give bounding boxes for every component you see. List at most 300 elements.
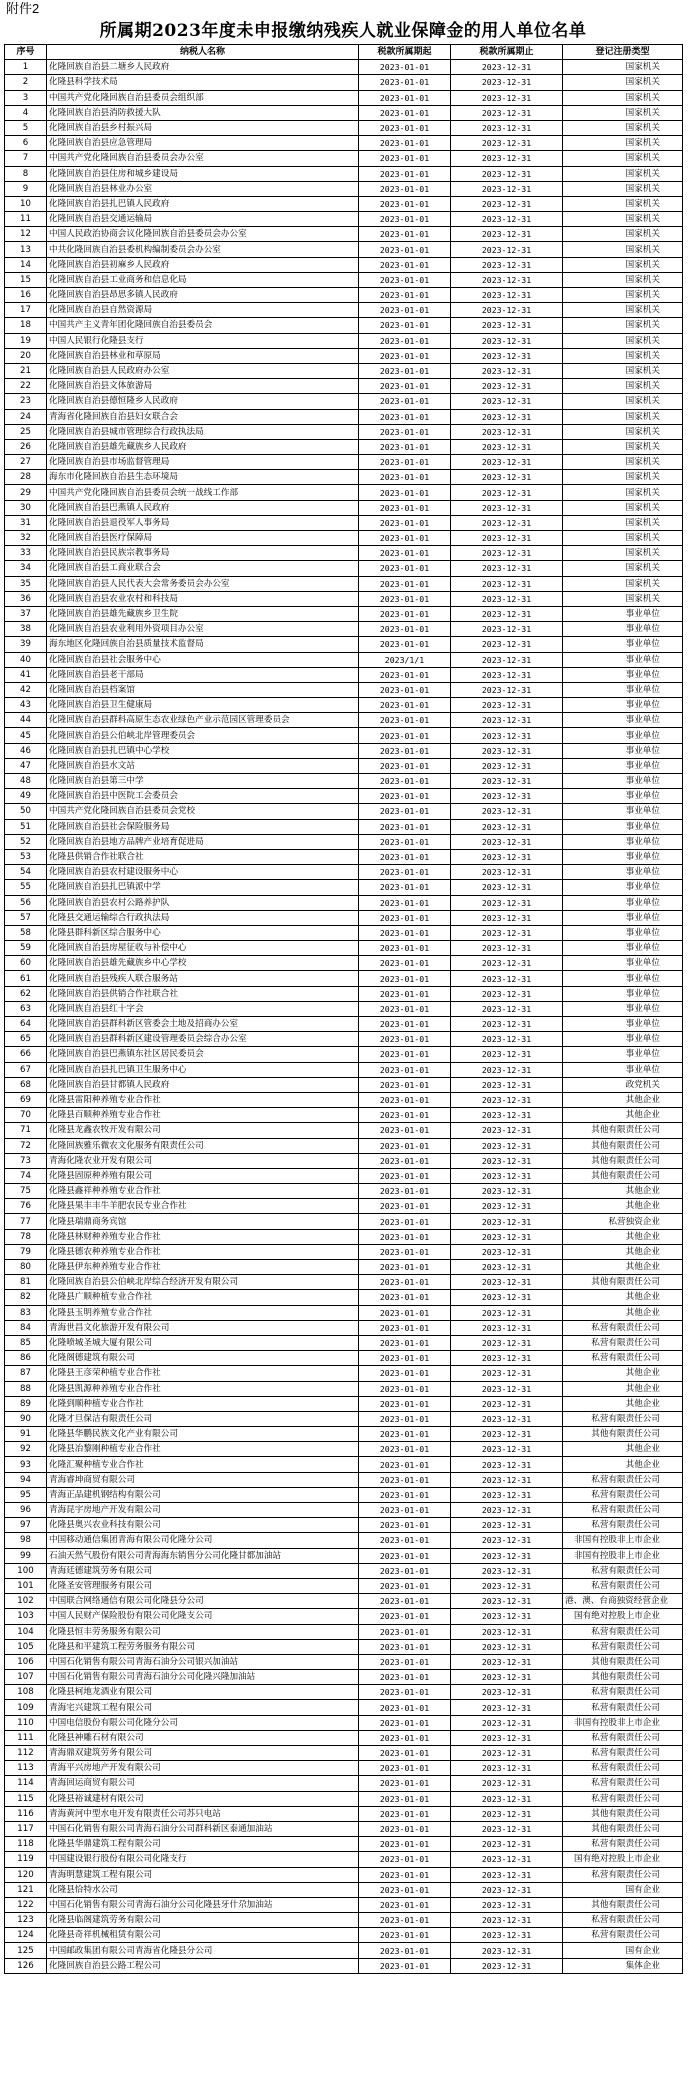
table-row	[5, 515, 683, 530]
table-row	[5, 1639, 683, 1654]
cell-serial: 116	[5, 1806, 47, 1821]
cell-period-start: 2023-01-01	[359, 1518, 451, 1533]
cell-period-start: 2023-01-01	[359, 1594, 451, 1609]
cell-serial: 57	[5, 910, 47, 925]
table-row	[5, 622, 683, 637]
cell-serial: 27	[5, 455, 47, 470]
cell-serial: 24	[5, 409, 47, 424]
table-row	[5, 288, 683, 303]
cell-taxpayer-name: 化隆圣安管理服务有限公司	[47, 1578, 359, 1593]
cell-period-start: 2023-01-01	[359, 196, 451, 211]
cell-serial: 96	[5, 1503, 47, 1518]
cell-period-end: 2023-12-31	[451, 470, 563, 485]
cell-serial: 67	[5, 1062, 47, 1077]
cell-serial: 60	[5, 956, 47, 971]
cell-period-start: 2023-01-01	[359, 1503, 451, 1518]
table-row	[5, 1305, 683, 1320]
cell-period-start: 2023-01-01	[359, 1548, 451, 1563]
cell-taxpayer-name: 中国建设银行股份有限公司化隆支行	[47, 1852, 359, 1867]
cell-serial: 1	[5, 60, 47, 75]
cell-period-end: 2023-12-31	[451, 1062, 563, 1077]
cell-registration-type: 事业单位	[563, 758, 683, 773]
cell-period-end: 2023-12-31	[451, 1548, 563, 1563]
cell-period-end: 2023-12-31	[451, 1518, 563, 1533]
cell-period-end: 2023-12-31	[451, 1943, 563, 1958]
unit-list-table	[4, 44, 683, 1974]
cell-serial: 2	[5, 75, 47, 90]
cell-registration-type: 国家机关	[563, 485, 683, 500]
table-row	[5, 1897, 683, 1912]
cell-taxpayer-name: 化隆县百顺种养殖专业合作社	[47, 1108, 359, 1123]
cell-period-start: 2023-01-01	[359, 698, 451, 713]
cell-registration-type: 私营有限责任公司	[563, 1335, 683, 1350]
cell-period-start: 2023-01-01	[359, 1320, 451, 1335]
cell-serial: 102	[5, 1594, 47, 1609]
table-row	[5, 151, 683, 166]
cell-taxpayer-name: 化隆县鑫祥种养殖专业合作社	[47, 1184, 359, 1199]
table-row	[5, 1518, 683, 1533]
cell-registration-type: 国家机关	[563, 90, 683, 105]
cell-period-start: 2023-01-01	[359, 1867, 451, 1882]
cell-taxpayer-name: 化隆回族自治县林业办公室	[47, 181, 359, 196]
cell-period-start: 2023-01-01	[359, 667, 451, 682]
cell-registration-type: 其他有限责任公司	[563, 1427, 683, 1442]
cell-period-end: 2023-12-31	[451, 910, 563, 925]
cell-serial: 8	[5, 166, 47, 181]
cell-registration-type: 国家机关	[563, 196, 683, 211]
cell-period-start: 2023-01-01	[359, 774, 451, 789]
cell-period-start: 2023-01-01	[359, 1001, 451, 1016]
cell-taxpayer-name: 化隆回族自治县巴燕镇人民政府	[47, 500, 359, 515]
cell-serial: 38	[5, 622, 47, 637]
cell-taxpayer-name: 化隆县广顺种植专业合作社	[47, 1290, 359, 1305]
cell-taxpayer-name: 中国邮政集团有限公司青海省化隆县分公司	[47, 1943, 359, 1958]
cell-registration-type: 事业单位	[563, 925, 683, 940]
table-row	[5, 333, 683, 348]
cell-registration-type: 事业单位	[563, 804, 683, 819]
cell-registration-type: 其他有限责任公司	[563, 1821, 683, 1836]
cell-taxpayer-name: 中国人民财产保险股份有限公司化隆支公司	[47, 1609, 359, 1624]
cell-registration-type: 国家机关	[563, 409, 683, 424]
cell-taxpayer-name: 中国共产党化隆回族自治县委员会党校	[47, 804, 359, 819]
cell-period-end: 2023-12-31	[451, 667, 563, 682]
table-row	[5, 424, 683, 439]
cell-registration-type: 国家机关	[563, 333, 683, 348]
cell-period-start: 2023-01-01	[359, 925, 451, 940]
cell-period-end: 2023-12-31	[451, 1730, 563, 1745]
cell-period-end: 2023-12-31	[451, 166, 563, 181]
cell-period-start: 2023-01-01	[359, 895, 451, 910]
table-row	[5, 941, 683, 956]
cell-taxpayer-name: 化隆回族自治县医疗保障局	[47, 531, 359, 546]
cell-period-end: 2023-12-31	[451, 986, 563, 1001]
cell-period-end: 2023-12-31	[451, 1913, 563, 1928]
cell-registration-type: 私营有限责任公司	[563, 1624, 683, 1639]
table-row	[5, 439, 683, 454]
cell-period-start: 2023-01-01	[359, 1168, 451, 1183]
table-row	[5, 1260, 683, 1275]
cell-period-start: 2023-01-01	[359, 1791, 451, 1806]
cell-period-end: 2023-12-31	[451, 652, 563, 667]
cell-taxpayer-name: 化隆回族自治县扎巴镇派中学	[47, 880, 359, 895]
table-row	[5, 1867, 683, 1882]
table-row	[5, 363, 683, 378]
cell-period-start: 2023-01-01	[359, 1184, 451, 1199]
cell-serial: 113	[5, 1761, 47, 1776]
cell-registration-type: 事业单位	[563, 819, 683, 834]
cell-period-start: 2023-01-01	[359, 90, 451, 105]
table-row	[5, 227, 683, 242]
table-row	[5, 394, 683, 409]
cell-taxpayer-name: 化隆回族自治县文体旅游局	[47, 379, 359, 394]
cell-taxpayer-name: 化隆县固原种养殖有限公司	[47, 1168, 359, 1183]
cell-registration-type: 私营有限责任公司	[563, 1351, 683, 1366]
cell-taxpayer-name: 化隆县华鼎建筑工程有限公司	[47, 1837, 359, 1852]
cell-serial: 125	[5, 1943, 47, 1958]
cell-registration-type: 国家机关	[563, 394, 683, 409]
cell-period-start: 2023-01-01	[359, 819, 451, 834]
cell-period-end: 2023-12-31	[451, 1897, 563, 1912]
cell-period-start: 2023-01-01	[359, 288, 451, 303]
cell-serial: 74	[5, 1168, 47, 1183]
cell-registration-type: 私营有限责任公司	[563, 1472, 683, 1487]
cell-serial: 47	[5, 758, 47, 773]
table-row	[5, 880, 683, 895]
cell-serial: 33	[5, 546, 47, 561]
table-row	[5, 834, 683, 849]
table-row	[5, 1138, 683, 1153]
table-row	[5, 1837, 683, 1852]
table-row	[5, 455, 683, 470]
cell-registration-type: 其他企业	[563, 1442, 683, 1457]
cell-taxpayer-name: 化隆县王彦荣种植专业合作社	[47, 1366, 359, 1381]
table-row	[5, 1427, 683, 1442]
table-row	[5, 1032, 683, 1047]
cell-period-end: 2023-12-31	[451, 1670, 563, 1685]
table-row	[5, 1578, 683, 1593]
cell-period-start: 2023-01-01	[359, 728, 451, 743]
cell-period-start: 2023-01-01	[359, 804, 451, 819]
cell-registration-type: 其他企业	[563, 1244, 683, 1259]
cell-serial: 89	[5, 1396, 47, 1411]
cell-taxpayer-name: 化隆回族自治县城市管理综合行政执法局	[47, 424, 359, 439]
table-row	[5, 637, 683, 652]
cell-taxpayer-name: 化隆县玉明养殖专业合作社	[47, 1305, 359, 1320]
cell-taxpayer-name: 化隆县奇祥机械租赁有限公司	[47, 1928, 359, 1943]
cell-registration-type: 其他企业	[563, 1184, 683, 1199]
cell-taxpayer-name: 化隆回族自治县乡村振兴局	[47, 120, 359, 135]
table-row	[5, 1153, 683, 1168]
column-header-registration-type: 登记注册类型	[563, 45, 683, 60]
cell-period-start: 2023-01-01	[359, 439, 451, 454]
cell-period-end: 2023-12-31	[451, 698, 563, 713]
cell-taxpayer-name: 中国共产党化隆回族自治县委员会组织部	[47, 90, 359, 105]
cell-period-start: 2023-01-01	[359, 272, 451, 287]
cell-period-start: 2023-01-01	[359, 181, 451, 196]
cell-serial: 86	[5, 1351, 47, 1366]
cell-registration-type: 国家机关	[563, 60, 683, 75]
cell-period-start: 2023-01-01	[359, 1214, 451, 1229]
cell-taxpayer-name: 化隆回族自治县交通运输局	[47, 212, 359, 227]
cell-taxpayer-name: 化隆县恰特水公司	[47, 1882, 359, 1897]
cell-period-end: 2023-12-31	[451, 849, 563, 864]
cell-registration-type: 国家机关	[563, 424, 683, 439]
cell-taxpayer-name: 化隆县果丰丰牛羊肥农民专业合作社	[47, 1199, 359, 1214]
cell-serial: 90	[5, 1411, 47, 1426]
cell-period-start: 2023-01-01	[359, 1229, 451, 1244]
cell-registration-type: 其他企业	[563, 1366, 683, 1381]
cell-taxpayer-name: 化隆县冶黎刚种植专业合作社	[47, 1442, 359, 1457]
table-row	[5, 1761, 683, 1776]
cell-period-start: 2023-01-01	[359, 1335, 451, 1350]
cell-taxpayer-name: 化隆县瑞鼎商务宾馆	[47, 1214, 359, 1229]
cell-taxpayer-name: 化隆回族自治县人民代表大会常务委员会办公室	[47, 576, 359, 591]
cell-period-end: 2023-12-31	[451, 500, 563, 515]
table-row	[5, 743, 683, 758]
cell-serial: 79	[5, 1244, 47, 1259]
table-row	[5, 242, 683, 257]
cell-serial: 13	[5, 242, 47, 257]
table-row	[5, 105, 683, 120]
cell-registration-type: 国家机关	[563, 151, 683, 166]
cell-registration-type: 事业单位	[563, 880, 683, 895]
cell-registration-type: 私营有限责任公司	[563, 1518, 683, 1533]
cell-period-start: 2023-01-01	[359, 151, 451, 166]
cell-registration-type: 私营有限责任公司	[563, 1761, 683, 1776]
cell-taxpayer-name: 化隆回族自治县红十字会	[47, 1001, 359, 1016]
cell-serial: 23	[5, 394, 47, 409]
cell-registration-type: 私营有限责任公司	[563, 1487, 683, 1502]
cell-period-start: 2023-01-01	[359, 1427, 451, 1442]
cell-serial: 37	[5, 606, 47, 621]
cell-period-end: 2023-12-31	[451, 1275, 563, 1290]
cell-serial: 54	[5, 865, 47, 880]
table-row	[5, 272, 683, 287]
cell-registration-type: 非国有控股非上市企业	[563, 1548, 683, 1563]
cell-registration-type: 事业单位	[563, 622, 683, 637]
table-row	[5, 1928, 683, 1943]
cell-registration-type: 国家机关	[563, 546, 683, 561]
table-row	[5, 682, 683, 697]
table-row	[5, 136, 683, 151]
cell-registration-type: 国家机关	[563, 227, 683, 242]
cell-period-end: 2023-12-31	[451, 880, 563, 895]
table-row	[5, 1882, 683, 1897]
cell-period-start: 2023-01-01	[359, 1943, 451, 1958]
cell-serial: 123	[5, 1913, 47, 1928]
cell-taxpayer-name: 青海昆宇房地产开发有限公司	[47, 1503, 359, 1518]
cell-registration-type: 私营有限责任公司	[563, 1320, 683, 1335]
cell-serial: 117	[5, 1821, 47, 1836]
cell-taxpayer-name: 中共化隆回族自治县委机构编制委员会办公室	[47, 242, 359, 257]
cell-registration-type: 国家机关	[563, 181, 683, 196]
cell-period-start: 2023-01-01	[359, 789, 451, 804]
table-row	[5, 1791, 683, 1806]
table-row	[5, 1563, 683, 1578]
cell-serial: 56	[5, 895, 47, 910]
table-row	[5, 895, 683, 910]
table-row	[5, 1275, 683, 1290]
cell-period-end: 2023-12-31	[451, 1821, 563, 1836]
table-row	[5, 196, 683, 211]
cell-registration-type: 私营有限责任公司	[563, 1746, 683, 1761]
cell-period-start: 2023-01-01	[359, 1032, 451, 1047]
cell-taxpayer-name: 中国人民政治协商会议化隆回族自治县委员会办公室	[47, 227, 359, 242]
cell-period-end: 2023-12-31	[451, 136, 563, 151]
cell-period-start: 2023-01-01	[359, 348, 451, 363]
cell-serial: 92	[5, 1442, 47, 1457]
cell-serial: 97	[5, 1518, 47, 1533]
cell-serial: 14	[5, 257, 47, 272]
table-row	[5, 531, 683, 546]
cell-period-end: 2023-12-31	[451, 1320, 563, 1335]
cell-registration-type: 事业单位	[563, 667, 683, 682]
cell-registration-type: 事业单位	[563, 849, 683, 864]
cell-registration-type: 国有企业	[563, 1882, 683, 1897]
cell-registration-type: 事业单位	[563, 728, 683, 743]
cell-period-start: 2023-01-01	[359, 136, 451, 151]
cell-period-start: 2023-01-01	[359, 910, 451, 925]
cell-period-start: 2023-01-01	[359, 105, 451, 120]
cell-taxpayer-name: 化隆县柯地龙酒业有限公司	[47, 1685, 359, 1700]
cell-period-start: 2023-01-01	[359, 1897, 451, 1912]
cell-period-end: 2023-12-31	[451, 531, 563, 546]
table-row	[5, 1654, 683, 1669]
cell-registration-type: 其他有限责任公司	[563, 1275, 683, 1290]
table-row	[5, 318, 683, 333]
cell-taxpayer-name: 化隆回族自治县公路工程公司	[47, 1958, 359, 1973]
cell-taxpayer-name: 中国石化销售有限公司青海石油分公司化隆县牙什尕加油站	[47, 1897, 359, 1912]
table-row	[5, 1381, 683, 1396]
cell-period-start: 2023-01-01	[359, 1138, 451, 1153]
cell-registration-type: 国家机关	[563, 348, 683, 363]
cell-period-start: 2023-01-01	[359, 1305, 451, 1320]
cell-registration-type: 私营有限责任公司	[563, 1411, 683, 1426]
cell-period-end: 2023-12-31	[451, 1578, 563, 1593]
cell-period-end: 2023-12-31	[451, 151, 563, 166]
cell-period-start: 2023-01-01	[359, 986, 451, 1001]
cell-serial: 72	[5, 1138, 47, 1153]
cell-registration-type: 私营有限责任公司	[563, 1791, 683, 1806]
cell-serial: 26	[5, 439, 47, 454]
cell-taxpayer-name: 化隆回族自治县德恒隆乡人民政府	[47, 394, 359, 409]
cell-period-end: 2023-12-31	[451, 925, 563, 940]
cell-registration-type: 其他有限责任公司	[563, 1806, 683, 1821]
cell-serial: 82	[5, 1290, 47, 1305]
cell-period-end: 2023-12-31	[451, 1184, 563, 1199]
cell-serial: 12	[5, 227, 47, 242]
cell-serial: 122	[5, 1897, 47, 1912]
cell-registration-type: 私营有限责任公司	[563, 1913, 683, 1928]
cell-period-end: 2023-12-31	[451, 637, 563, 652]
cell-period-end: 2023-12-31	[451, 546, 563, 561]
cell-serial: 93	[5, 1457, 47, 1472]
cell-serial: 71	[5, 1123, 47, 1138]
cell-registration-type: 事业单位	[563, 865, 683, 880]
cell-serial: 95	[5, 1487, 47, 1502]
cell-period-end: 2023-12-31	[451, 774, 563, 789]
cell-serial: 78	[5, 1229, 47, 1244]
cell-registration-type: 国家机关	[563, 212, 683, 227]
cell-serial: 4	[5, 105, 47, 120]
cell-period-start: 2023/1/1	[359, 652, 451, 667]
cell-registration-type: 国有绝对控股上市企业	[563, 1852, 683, 1867]
cell-period-start: 2023-01-01	[359, 1821, 451, 1836]
cell-period-start: 2023-01-01	[359, 212, 451, 227]
cell-registration-type: 事业单位	[563, 910, 683, 925]
cell-registration-type: 事业单位	[563, 834, 683, 849]
cell-serial: 28	[5, 470, 47, 485]
cell-period-start: 2023-01-01	[359, 1047, 451, 1062]
cell-period-end: 2023-12-31	[451, 1609, 563, 1624]
cell-serial: 104	[5, 1624, 47, 1639]
cell-serial: 50	[5, 804, 47, 819]
cell-period-end: 2023-12-31	[451, 819, 563, 834]
cell-serial: 9	[5, 181, 47, 196]
cell-registration-type: 事业单位	[563, 971, 683, 986]
table-row	[5, 1001, 683, 1016]
cell-serial: 107	[5, 1670, 47, 1685]
cell-registration-type: 其他企业	[563, 1108, 683, 1123]
cell-registration-type: 事业单位	[563, 986, 683, 1001]
cell-period-start: 2023-01-01	[359, 1563, 451, 1578]
cell-taxpayer-name: 青海世昌文化旅游开发有限公司	[47, 1320, 359, 1335]
table-row	[5, 956, 683, 971]
cell-period-end: 2023-12-31	[451, 105, 563, 120]
cell-taxpayer-name: 化隆回族自治县民族宗教事务局	[47, 546, 359, 561]
table-row	[5, 1077, 683, 1092]
table-row	[5, 1685, 683, 1700]
cell-taxpayer-name: 化隆到顺种植专业合作社	[47, 1396, 359, 1411]
cell-period-start: 2023-01-01	[359, 1244, 451, 1259]
cell-period-end: 2023-12-31	[451, 1092, 563, 1107]
cell-registration-type: 私营有限责任公司	[563, 1700, 683, 1715]
table-row	[5, 986, 683, 1001]
cell-period-start: 2023-01-01	[359, 637, 451, 652]
cell-serial: 80	[5, 1260, 47, 1275]
cell-period-start: 2023-01-01	[359, 1017, 451, 1032]
cell-period-end: 2023-12-31	[451, 622, 563, 637]
cell-period-start: 2023-01-01	[359, 1624, 451, 1639]
cell-period-start: 2023-01-01	[359, 1670, 451, 1685]
cell-taxpayer-name: 化隆县恒丰劳务服务有限公司	[47, 1624, 359, 1639]
cell-registration-type: 私营有限责任公司	[563, 1685, 683, 1700]
cell-serial: 35	[5, 576, 47, 591]
cell-serial: 20	[5, 348, 47, 363]
table-row	[5, 728, 683, 743]
table-row	[5, 485, 683, 500]
cell-serial: 94	[5, 1472, 47, 1487]
table-row	[5, 1290, 683, 1305]
cell-serial: 22	[5, 379, 47, 394]
cell-taxpayer-name: 化隆县雷阳种养殖专业合作社	[47, 1092, 359, 1107]
table-row	[5, 409, 683, 424]
cell-period-start: 2023-01-01	[359, 379, 451, 394]
cell-registration-type: 事业单位	[563, 789, 683, 804]
cell-period-end: 2023-12-31	[451, 591, 563, 606]
cell-serial: 55	[5, 880, 47, 895]
table-row	[5, 910, 683, 925]
table-row	[5, 865, 683, 880]
table-row	[5, 1821, 683, 1836]
cell-period-start: 2023-01-01	[359, 865, 451, 880]
cell-period-end: 2023-12-31	[451, 576, 563, 591]
cell-serial: 16	[5, 288, 47, 303]
cell-period-end: 2023-12-31	[451, 1108, 563, 1123]
cell-period-start: 2023-01-01	[359, 561, 451, 576]
cell-registration-type: 事业单位	[563, 895, 683, 910]
table-row	[5, 1168, 683, 1183]
